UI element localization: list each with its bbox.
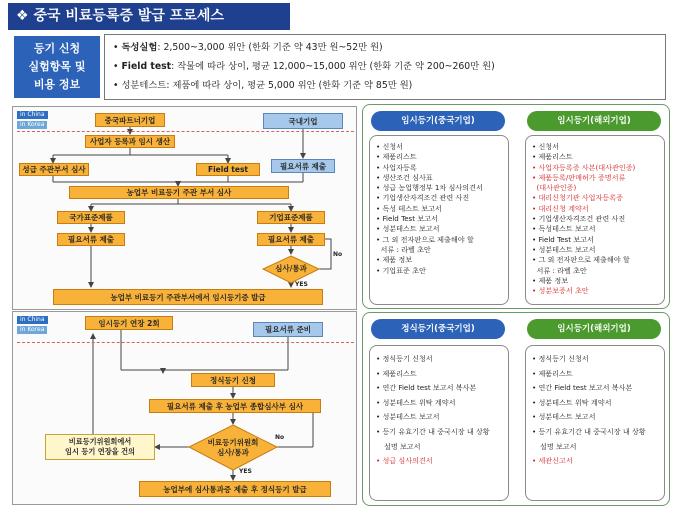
doc-item: • 기업표준 초안 [376, 265, 426, 275]
cost-item-field-test: • Field test: 작물에 따라 상이, 평균 12,000~15,000 위안 (한화 기준 약 200~260만 원) [113, 61, 495, 72]
cost-info-box [104, 34, 666, 100]
legend-in-china: in China [17, 111, 48, 119]
formal-fr-items [532, 352, 660, 469]
doc-item: • 세관신고서 [532, 456, 573, 466]
ministry-review-box: 농업부 비료등기 주관 부서 심사 [69, 186, 289, 199]
doc-item: • 제품 정보 [376, 255, 413, 265]
yes-label: YES [295, 281, 308, 288]
cost-info-label [14, 36, 100, 98]
doc-item: • Field Test 보고서 [376, 214, 438, 224]
cost-item-toxicity: • 독성실험: 2,500~3,000 위안 (한화 기준 약 43만 원~52만 원) [113, 42, 383, 53]
diamond-bullet-icon: ❖ [16, 8, 29, 24]
enterprise-standard-box: 기업표준제품 [257, 211, 325, 224]
doc-item: • 기업생산자격조건 관련 사진 [376, 193, 470, 203]
temp-registration-docs-panel [362, 104, 670, 309]
legend-in-korea: in Korea [17, 326, 47, 334]
doc-item: • 성분테스트 보고서 [532, 412, 596, 422]
doc-item: • 제품리스트 [532, 368, 573, 378]
doc-item: (대사관인증) [532, 183, 577, 193]
cost-label-line: 비용 정보 [33, 78, 81, 91]
cost-item-component: • 성분테스트: 제품에 따라 상이, 평균 5,000 위안 (한화 기준 약 85만 원) [113, 80, 413, 91]
doc-item: • Field Test 보고서 [532, 234, 594, 244]
legend-in-china: in China [17, 316, 48, 324]
provincial-review-box: 성급 주관부서 심사 [19, 163, 89, 176]
yes-label: YES [239, 468, 252, 475]
issue-formal-certificate-box: 농업부에 심사통과증 제출 후 정식등기 발급 [139, 481, 331, 497]
national-standard-box: 국가표준제품 [57, 211, 125, 224]
doc-item: 서류 : 라벨 초안 [532, 265, 587, 275]
business-registration-box: 사업자 등록과 임시 생산 [85, 135, 175, 148]
formal-fr-header: 임시등기(해외기업) [527, 319, 661, 339]
submit-documents-left-box: 필요서류 제출 [57, 233, 125, 246]
doc-item: • 성분보증서 초안 [532, 286, 589, 296]
doc-item: • 성분테스트 위탁 계약서 [376, 397, 456, 407]
doc-item: • 사업자등록증 사본(대사관인증) [532, 162, 636, 172]
temp-registration-flow [12, 106, 357, 310]
domestic-company-box: 국내기업 [263, 113, 343, 129]
doc-item: • 성급 심사의견서 [376, 456, 433, 466]
temp-fr-header: 임시등기(해외기업) [527, 111, 661, 131]
prepare-documents-box: 필요서류 준비 [253, 322, 323, 337]
doc-item: • 대리신청 계약서 [532, 203, 589, 213]
formal-fr-doc-list [525, 345, 665, 501]
submit-review-box: 필요서류 제출 후 농업부 종합심사부 심사 [149, 399, 321, 413]
formal-registration-flow [12, 311, 357, 505]
committee-line: 임시 등기 연장을 건의 [65, 447, 135, 456]
doc-item: • 제품등록/판매허가 증명서류 [532, 172, 626, 182]
submit-documents-right-box: 필요서류 제출 [257, 233, 325, 246]
doc-item: • 성분테스트 보고서 [376, 224, 440, 234]
doc-item: • 정식등기 신청서 [532, 354, 589, 363]
doc-item: • 성분테스트 위탁 계약서 [532, 397, 612, 407]
no-label: No [275, 434, 285, 441]
cost-label-line: 등기 신청 [33, 42, 81, 55]
page-title-text: 중국 비료등록증 발급 프로세스 [33, 8, 224, 24]
committee-decision: 비료등기위원회 심사/통과 [207, 438, 259, 457]
cost-label-line: 실험항목 및 [28, 60, 86, 73]
doc-item: • 신청서 [376, 142, 403, 151]
doc-item: • 제품리스트 [376, 152, 417, 162]
formal-cn-items [376, 352, 504, 469]
doc-item: • 제품리스트 [376, 368, 417, 378]
committee-extension-box [45, 434, 155, 460]
doc-item: • 사업자등록 [376, 162, 417, 172]
doc-item: • 등기 유효기간 내 중국시장 내 상황 설명 보고서 [376, 426, 490, 451]
doc-item: • 정식등기 신청서 [376, 354, 433, 363]
temp-extension-box: 임시등기 연장 2회 [85, 316, 173, 330]
doc-item: • 성분테스트 보고서 [376, 412, 440, 422]
doc-item: • 대리신청기관 사업자등록증 [532, 193, 623, 203]
doc-item: • 성분테스트 보고서 [532, 244, 596, 254]
temp-cn-doc-list [369, 135, 509, 305]
temp-fr-items [532, 142, 660, 296]
doc-item: • 그 외 전자판으로 제출해야 할 [376, 234, 474, 244]
doc-item: • 독성 테스트 보고서 [376, 203, 442, 213]
formal-cn-header: 정식등기(중국기업) [371, 319, 505, 339]
doc-item: • 독성테스트 보고서 [532, 224, 596, 234]
doc-item: • 등기 유효기간 내 중국시장 내 상황 설명 보고서 [532, 426, 646, 451]
doc-item: • 신청서 [532, 142, 559, 151]
temp-fr-doc-list [525, 135, 665, 305]
formal-cn-doc-list [369, 345, 509, 501]
page-title [8, 3, 290, 30]
lane-divider [17, 131, 354, 132]
field-test-box: Field test [196, 163, 260, 176]
no-label: No [333, 251, 343, 258]
doc-item: • 그 외 전자판으로 제출해야 할 [532, 255, 630, 265]
temp-cn-items [376, 142, 504, 276]
doc-item: 서류 : 라벨 초안 [376, 244, 431, 254]
legend-in-korea: in Korea [17, 121, 47, 129]
lane-divider [17, 342, 354, 343]
doc-item: • 생산조건 심사표 [376, 172, 433, 182]
doc-item: • 성급 농업행정부 1차 심사의견서 [376, 183, 483, 193]
doc-item: • 기업생산자격조건 관련 사진 [532, 214, 626, 224]
committee-line: 비료등기위원회에서 [68, 437, 132, 446]
formal-registration-docs-panel [362, 312, 670, 506]
doc-item: • 제품 정보 [532, 275, 569, 285]
review-pass-decision: 심사/통과 [275, 264, 307, 273]
doc-item: • 연간 Field test 보고서 복사본 [376, 383, 477, 393]
doc-item: • 연간 Field test 보고서 복사본 [532, 383, 633, 393]
temp-cn-header: 임시등기(중국기업) [371, 111, 505, 131]
issue-temp-certificate-box: 농업부 비료등기 주관부서에서 임시등기증 발급 [53, 289, 323, 305]
doc-item: • 제품리스트 [532, 152, 573, 162]
partner-company-box: 중국파트너기업 [95, 113, 165, 127]
submit-documents-top-box: 필요서류 제출 [271, 159, 335, 173]
formal-apply-box: 정식등기 신청 [191, 373, 275, 387]
